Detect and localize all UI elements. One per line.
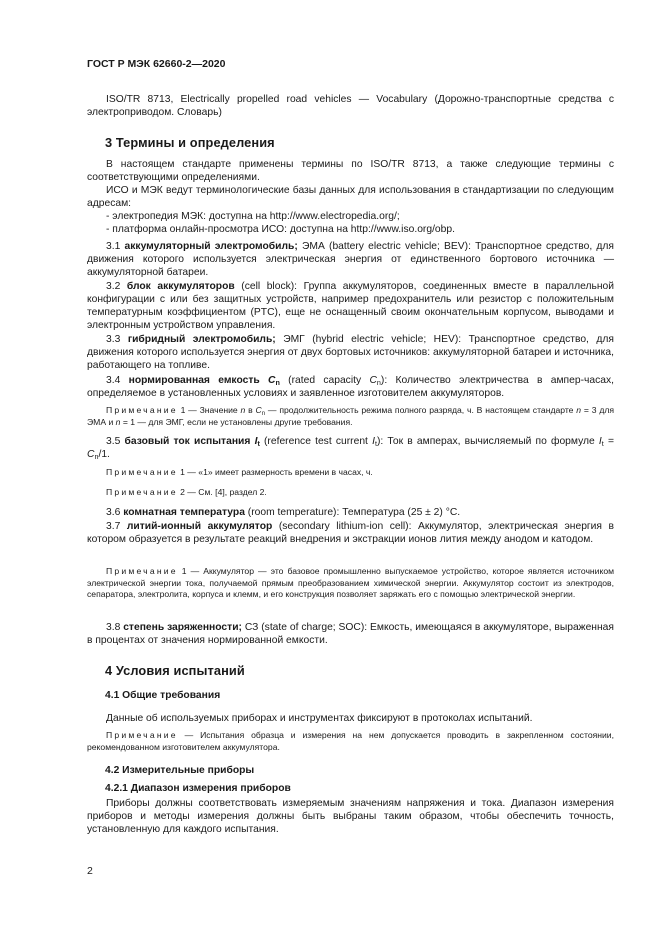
term-name: комнатная температура xyxy=(123,507,245,518)
formula-symbol: C xyxy=(87,449,95,460)
symbol-subscript: n xyxy=(275,378,280,387)
term-number: 3.8 xyxy=(106,622,121,633)
section-3-intro: В настоящем стандарте применены термины по ISO/TR 8713, а также следующие термины с соответствующими определениями. xyxy=(87,159,614,183)
term-name: гибридный электромобиль; xyxy=(127,334,276,345)
symbol: C xyxy=(268,375,276,386)
term-definition: ЭМГ (hybrid electric vehicle; HEV): Транспортное средство, для движения которого используется энергия от двух бортовых источников: аккумуляторной батареи и источника, работающего на топливе. xyxy=(87,334,614,371)
symbol: I xyxy=(372,436,375,447)
symbol-subscript: t xyxy=(257,439,260,448)
note-number: 1 xyxy=(180,405,186,415)
term-name: литий-ионный аккумулятор xyxy=(126,521,273,532)
note-label: Примечание xyxy=(106,730,178,740)
symbol-subscript: t xyxy=(374,439,377,448)
note-3-7 xyxy=(87,566,614,601)
term-number: 3.2 xyxy=(106,281,121,292)
formula-operator: = xyxy=(603,436,614,447)
term-name: аккумуляторный электромобиль; xyxy=(124,241,298,252)
term-definition: ): Количество электричества в ампер-часах, определяемое в установленных условиях и заявленное изготовителем аккумуляторов. xyxy=(87,375,614,399)
symbol: n xyxy=(240,405,246,415)
term-definition: (reference test current xyxy=(259,436,373,447)
term-name: нормированная емкость xyxy=(128,375,260,386)
term-definition: ): Ток в амперах, вычисляемый по формуле xyxy=(376,436,599,447)
subsection-4-1-title: 4.1 Общие требования xyxy=(105,690,221,701)
reference-entry: ISO/TR 8713, Electrically propelled road vehicles — Vocabulary (Дорожно-транспортные средства с электроприводом. Словарь) xyxy=(87,94,614,118)
term-3-5 xyxy=(87,435,614,461)
list-item-electropedia: - электропедия МЭК: доступна на http://www.electropedia.org/; xyxy=(106,211,400,222)
term-number: 3.1 xyxy=(106,241,121,252)
term-3-7 xyxy=(87,520,614,546)
symbol: C xyxy=(369,375,377,386)
note-label: Примечание xyxy=(106,467,178,477)
note-text: — См. [4], раздел 2. xyxy=(184,487,267,497)
note-text: = 3 для ЭМА и xyxy=(87,405,614,427)
term-number: 3.6 xyxy=(106,507,121,518)
term-name: базовый ток испытания xyxy=(124,436,251,447)
term-number: 3.7 xyxy=(106,521,121,532)
subsection-4-1-text: Данные об используемых приборах и инструментах фиксируют в протоколах испытаний. xyxy=(106,713,533,724)
term-number: 3.4 xyxy=(106,375,121,386)
term-number: 3.5 xyxy=(106,436,121,447)
note-3-5-1 xyxy=(87,467,614,479)
term-name: степень заряженности; xyxy=(123,622,242,633)
term-3-3 xyxy=(87,333,614,372)
page-number: 2 xyxy=(87,865,93,877)
symbol: C xyxy=(255,405,262,415)
note-label: Примечание xyxy=(106,566,178,576)
section-3-title: 3 Термины и определения xyxy=(105,135,275,150)
symbol-subscript: n xyxy=(261,411,266,417)
term-3-1 xyxy=(87,240,614,279)
subsection-4-2-1-title: 4.2.1 Диапазон измерения приборов xyxy=(105,783,291,794)
formula-subscript: t xyxy=(601,439,604,448)
term-definition: СЗ (state of charge; SOC): Емкость, имеющаяся в аккумуляторе, выраженная в процентах от значения нормированной емкости. xyxy=(87,622,614,646)
note-text: — Значение xyxy=(185,405,241,415)
term-definition: (cell block): Группа аккумуляторов, соединенных вместе в параллельной конфигурации с или без защитных устройств, например предохранитель или резистор с положительным температурным коэффициентом (PTC), еще не оснащенный своим окончательным корпусом, выводами и электронным устройством управления. xyxy=(87,281,614,331)
term-definition: (secondary lithium-ion cell): Аккумулятор, электрическая энергия в котором образуется в результате реакций внедрения и экстракции ионов лития между анодом и катодом. xyxy=(87,521,614,545)
note-number: 1 xyxy=(181,566,187,576)
note-3-5-2 xyxy=(87,487,614,499)
note-text: — продолжительность режима полного разряда, ч. В настоящем стандарте xyxy=(265,405,577,415)
symbol-subscript: n xyxy=(376,378,381,387)
term-definition: (rated capacity xyxy=(279,375,370,386)
term-name: блок аккумуляторов xyxy=(126,281,235,292)
term-3-4 xyxy=(87,374,614,400)
formula-subscript: n xyxy=(94,452,99,461)
term-number: 3.3 xyxy=(106,334,121,345)
note-number: 1 xyxy=(180,467,185,477)
symbol: I xyxy=(254,436,258,447)
subsection-4-2-title: 4.2 Измерительные приборы xyxy=(105,765,255,776)
term-3-8 xyxy=(87,621,614,647)
note-3-4 xyxy=(87,405,614,428)
term-definition: ЭМА (battery electric vehicle; BEV): Транспортное средство, для движения которого используется электрическая энергия от единственного бортового источника — аккумуляторной батареи. xyxy=(87,241,614,278)
subsection-4-2-1-text: Приборы должны соответствовать измеряемым значениям напряжения и тока. Диапазон измерения приборов и методы измерения должны быть выбраны таким образом, чтобы обеспечить точность, установленную для каждого испытания. xyxy=(87,798,614,835)
list-item-iso-obp: - платформа онлайн-просмотра ИСО: доступна на http://www.iso.org/obp. xyxy=(106,224,455,235)
formula-end: /1. xyxy=(98,449,110,460)
section-4-title: 4 Условия испытаний xyxy=(105,663,245,678)
note-label: Примечание xyxy=(106,405,178,415)
symbol: n xyxy=(576,405,582,415)
running-header: ГОСТ Р МЭК 62660-2—2020 xyxy=(87,58,226,70)
term-3-6 xyxy=(87,506,614,519)
term-3-2 xyxy=(87,280,614,332)
note-number: 2 xyxy=(180,487,185,497)
note-text: в xyxy=(245,405,256,415)
note-text: — Испытания образца и измерения на нем допускается проводить в закрепленном состоянии, рекомендованном изготовителем аккумулятора. xyxy=(87,730,614,752)
note-text: = 1 — для ЭМГ, если не установлены другие требования. xyxy=(120,416,353,427)
section-3-databases: ИСО и МЭК ведут терминологические базы данных для использования в стандартизации по следующим адресам: xyxy=(87,185,614,209)
term-definition: (room temperature): Температура (25 ± 2) °С. xyxy=(244,507,461,518)
symbol: n xyxy=(115,416,121,427)
note-text: — «1» имеет размерность времени в часах, ч. xyxy=(184,467,373,477)
note-label: Примечание xyxy=(106,487,178,497)
note-text: — Аккумулятор — это базовое промышленно выпускаемое устройство, которое является источником электрической энергии тока, получаемой прямым преобразованием химической энергии. Аккумулятор состоит из электродов, сепаратора, электролита, корпуса и клемм, и его конструкция позволяет заряжать его с помощью электрической энергии. xyxy=(87,566,615,599)
formula-symbol: I xyxy=(598,436,602,447)
note-4-1 xyxy=(87,730,614,753)
